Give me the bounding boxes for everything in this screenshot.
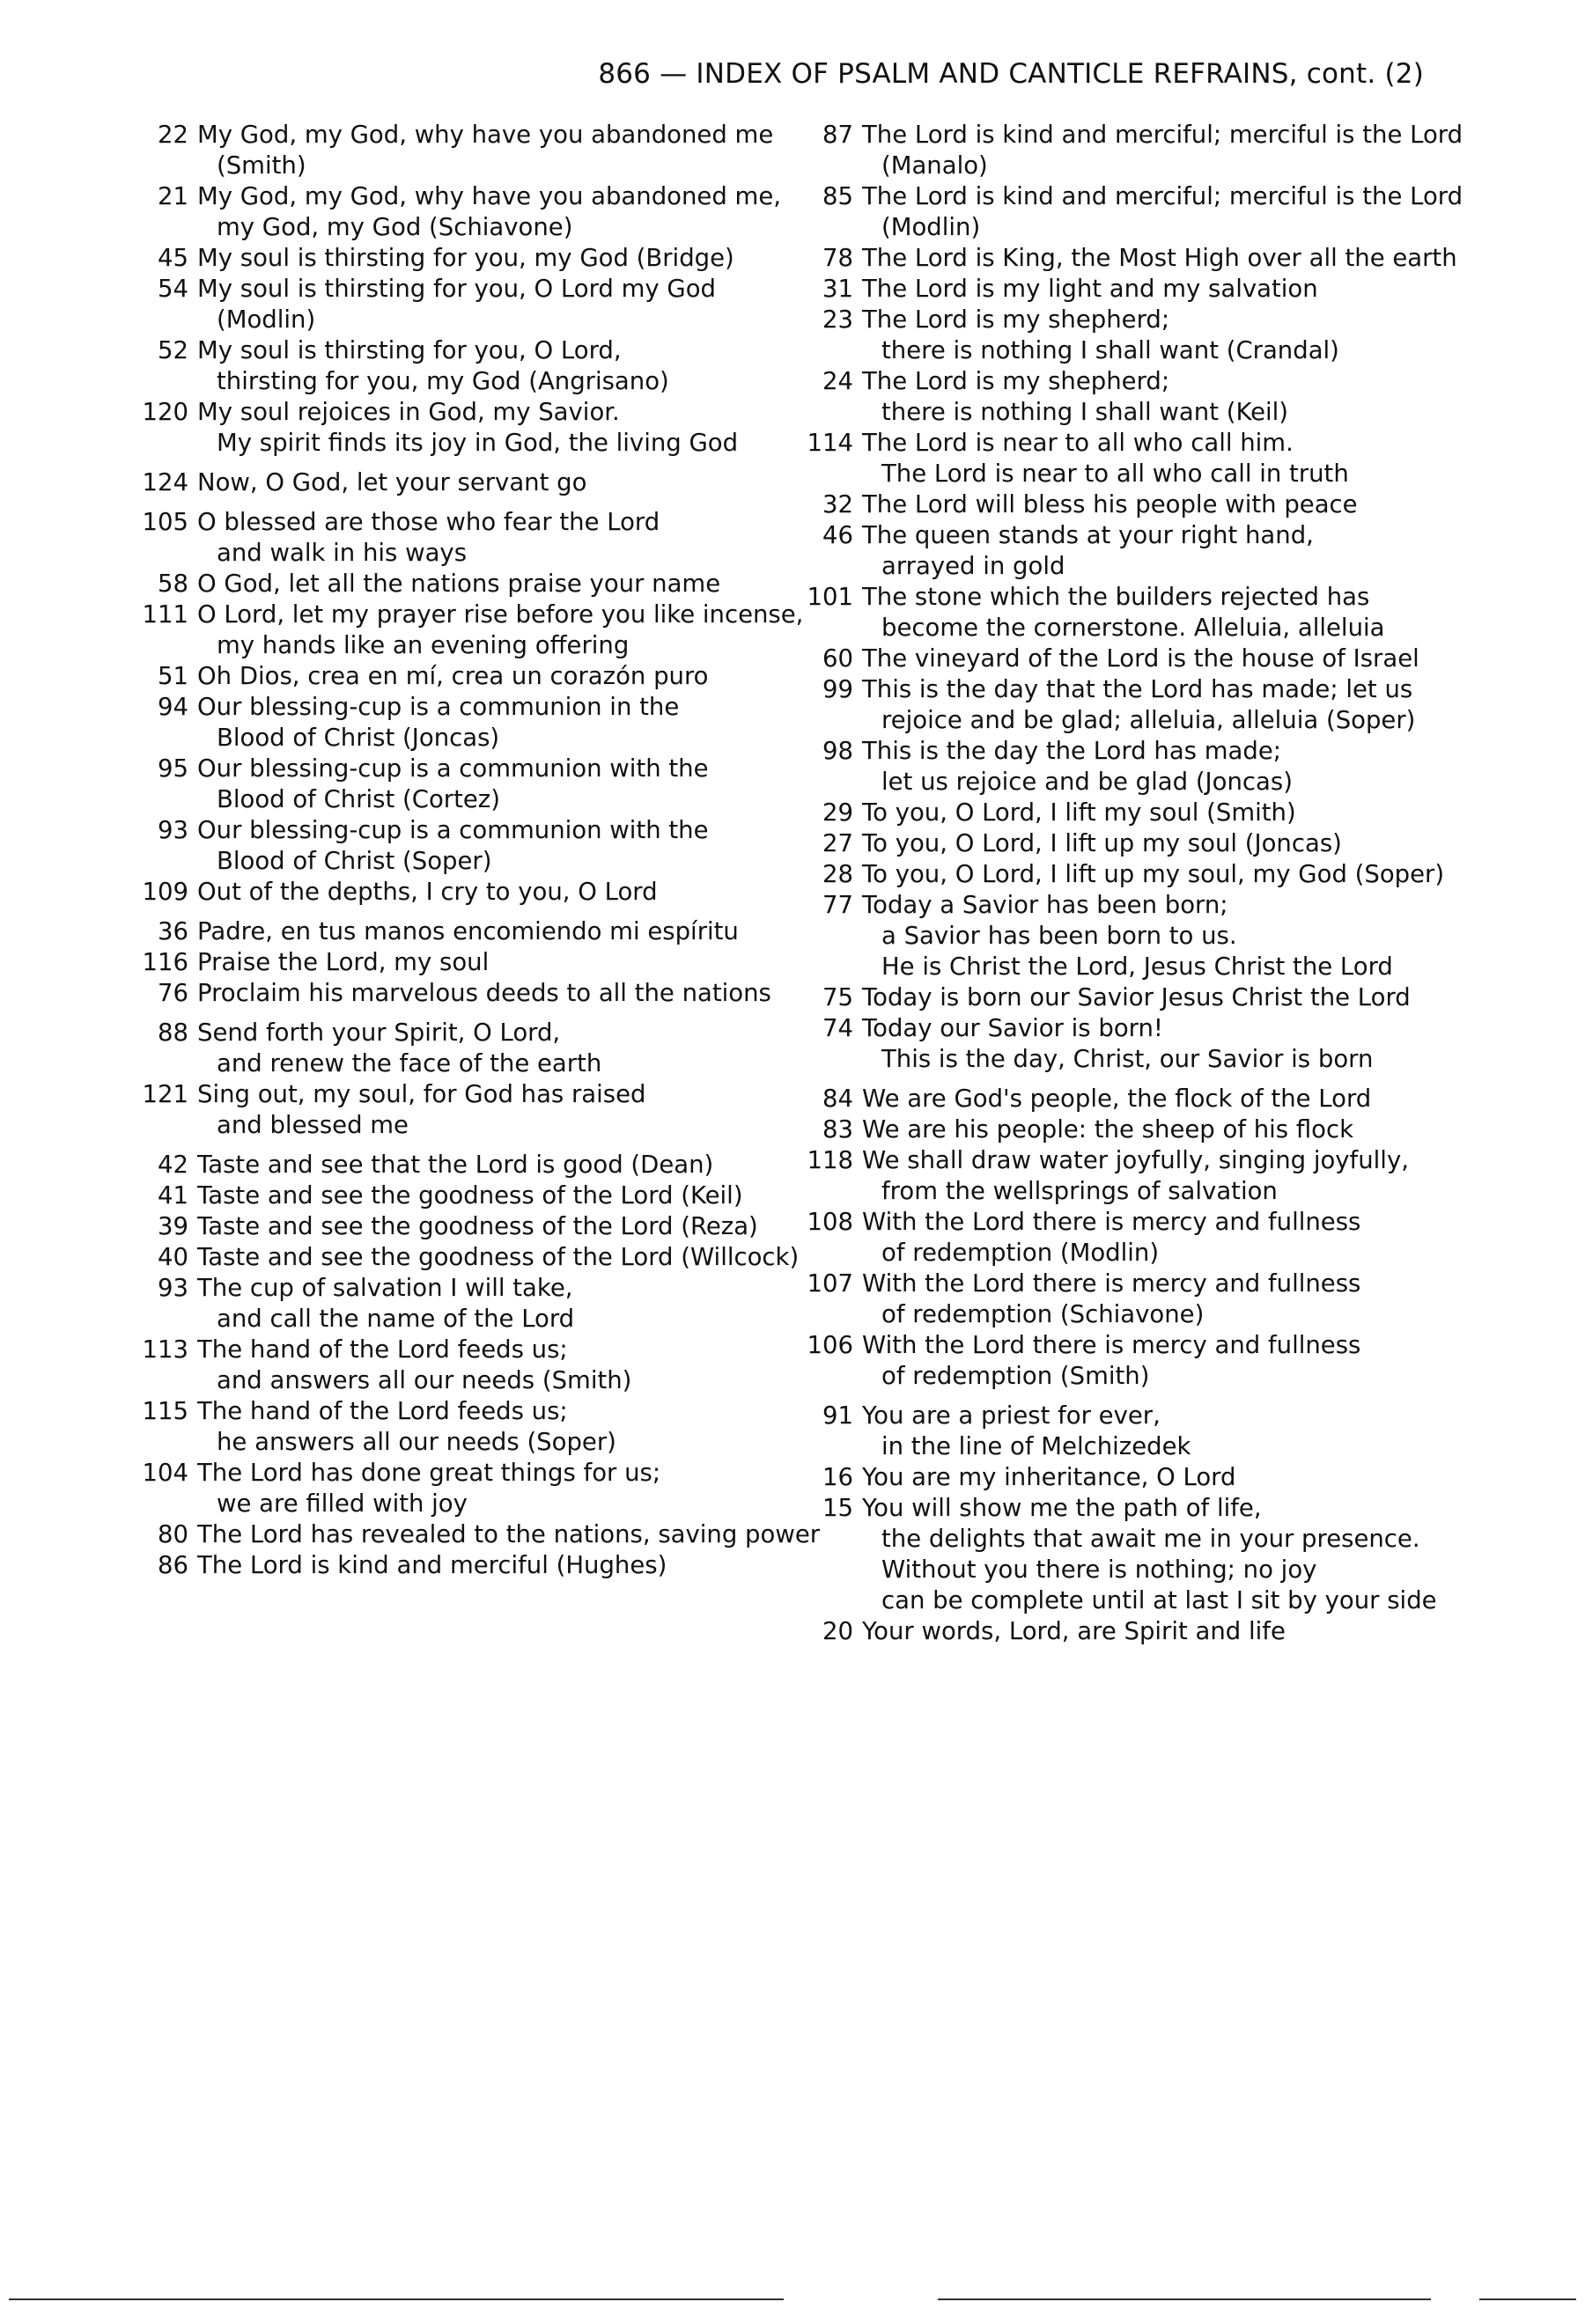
refrain-line: O God, let all the nations praise your name: [197, 570, 721, 598]
refrain-number: 54: [158, 275, 188, 303]
refrain-line: Taste and see the goodness of the Lord (Reza): [197, 1212, 758, 1240]
refrain-text: [197, 815, 775, 877]
refrain-line: my God, my God (Schiavone): [217, 213, 573, 241]
refrain-number: 27: [822, 829, 853, 857]
refrain-number: 42: [158, 1151, 188, 1179]
refrain-number: 29: [822, 798, 853, 827]
refrain-number: 106: [807, 1331, 853, 1359]
refrain-number: 116: [142, 948, 188, 976]
refrain-entry: [132, 1150, 775, 1180]
refrain-number: 108: [807, 1208, 853, 1236]
refrain-entry: [132, 120, 775, 181]
refrain-number: 60: [822, 644, 853, 673]
refrain-number: 85: [822, 182, 853, 210]
refrain-entry: [132, 947, 775, 978]
refrain-entry: [797, 644, 1440, 674]
refrain-line: You will show me the path of life,: [862, 1494, 1262, 1522]
refrain-line: of redemption (Smith): [881, 1362, 1150, 1390]
refrain-number: 101: [807, 583, 853, 611]
refrain-entry: [132, 274, 775, 335]
refrain-text: [197, 661, 775, 692]
refrain-line: Padre, en tus manos encomiendo mi espíritu: [197, 917, 739, 945]
refrain-text: [862, 1114, 1440, 1145]
refrain-text: [862, 1401, 1440, 1462]
refrain-number: 98: [822, 737, 853, 765]
refrain-text: [862, 674, 1440, 736]
refrain-text: [197, 754, 775, 815]
refrain-line: Blood of Christ (Soper): [217, 847, 492, 875]
refrain-number: 111: [142, 600, 188, 629]
refrain-text: [862, 1084, 1440, 1114]
refrain-line: This is the day that the Lord has made; let us: [862, 675, 1413, 703]
refrain-text: [197, 507, 775, 569]
refrain-entry: [797, 120, 1463, 181]
refrain-line: Your words, Lord, are Spirit and life: [862, 1617, 1286, 1645]
refrain-number: 99: [822, 675, 853, 703]
refrain-line: Oh Dios, crea en mí, crea un corazón puro: [197, 662, 709, 690]
refrain-text: [197, 274, 775, 335]
refrain-text: [197, 335, 775, 397]
refrain-text: [197, 1018, 775, 1079]
refrain-text: [862, 644, 1440, 674]
refrain-entry: [132, 507, 775, 569]
refrain-number: 114: [807, 429, 853, 457]
refrain-line: become the cornerstone. Alleluia, alleluia: [881, 614, 1385, 642]
refrain-number: 115: [142, 1397, 188, 1425]
refrain-text: [862, 489, 1440, 520]
refrain-number: 104: [142, 1459, 188, 1487]
refrain-line: The Lord is my shepherd;: [862, 367, 1170, 395]
refrain-entry: [797, 305, 1440, 366]
refrain-text: [197, 243, 775, 274]
refrain-line: (Manalo): [881, 151, 988, 180]
refrain-line: The hand of the Lord feeds us;: [197, 1335, 568, 1364]
refrain-line: The stone which the builders rejected has: [862, 583, 1370, 611]
refrain-entry: [132, 978, 775, 1009]
refrain-line: Proclaim his marvelous deeds to all the nations: [197, 979, 771, 1007]
refrain-number: 124: [142, 468, 188, 496]
refrain-line: My soul is thirsting for you, my God (Bridge): [197, 244, 734, 272]
refrain-number: 39: [158, 1212, 188, 1240]
refrain-line: Blood of Christ (Cortez): [217, 785, 500, 813]
refrain-line: My soul is thirsting for you, O Lord,: [197, 336, 622, 364]
refrain-line: there is nothing I shall want (Keil): [881, 398, 1289, 426]
refrain-line: thirsting for you, my God (Angrisano): [217, 367, 669, 395]
refrain-line: Now, O God, let your servant go: [197, 468, 587, 496]
refrain-entry: [797, 1401, 1440, 1462]
refrain-entry: [797, 828, 1440, 859]
refrain-column-right: [797, 120, 1463, 1647]
refrain-number: 120: [142, 398, 188, 426]
page-header: 866 — INDEX OF PSALM AND CANTICLE REFRAINS, cont. (2): [598, 58, 1424, 90]
refrain-number: 91: [822, 1401, 853, 1430]
refrain-line: The Lord has revealed to the nations, saving power: [197, 1520, 821, 1548]
refrain-number: 52: [158, 336, 188, 364]
refrain-entry: [132, 1458, 775, 1519]
refrain-text: [862, 274, 1440, 305]
refrain-line: O Lord, let my prayer rise before you like incense,: [197, 600, 804, 629]
refrain-number: 77: [822, 891, 853, 919]
refrain-entry: [797, 1207, 1440, 1269]
refrain-line: rejoice and be glad; alleluia, alleluia (Soper): [881, 706, 1416, 734]
refrain-line: You are a priest for ever,: [862, 1401, 1161, 1430]
refrain-entry: [132, 692, 775, 754]
refrain-entry: [797, 428, 1440, 489]
refrain-line: my hands like an evening offering: [217, 631, 630, 659]
refrain-entry: [797, 520, 1440, 582]
refrain-entry: [132, 243, 775, 274]
refrain-number: 41: [158, 1181, 188, 1210]
refrain-text: [197, 1242, 799, 1273]
refrain-text: [197, 1396, 775, 1458]
refrain-text: [197, 569, 775, 599]
refrain-entry: [797, 1084, 1440, 1114]
refrain-line: Our blessing-cup is a communion with the: [197, 754, 709, 783]
refrain-text: [197, 1211, 775, 1242]
refrain-line: My soul is thirsting for you, O Lord my God: [197, 275, 716, 303]
refrain-line: can be complete until at last I sit by your side: [881, 1586, 1437, 1614]
refrain-line: We are his people: the sheep of his flock: [862, 1115, 1354, 1144]
refrain-line: (Modlin): [881, 213, 981, 241]
refrain-line: This is the day the Lord has made;: [862, 737, 1282, 765]
refrain-text: [197, 1273, 775, 1335]
refrain-line: Praise the Lord, my soul: [197, 948, 490, 976]
refrain-line: Taste and see the goodness of the Lord (Keil): [197, 1181, 743, 1210]
refrain-line: Sing out, my soul, for God has raised: [197, 1080, 646, 1108]
refrain-entry: [797, 243, 1457, 274]
refrain-text: [862, 1493, 1440, 1616]
refrain-number: 51: [158, 662, 188, 690]
refrain-number: 22: [158, 121, 188, 149]
refrain-line: The Lord is near to all who call in truth: [881, 460, 1349, 488]
refrain-entry: [132, 1211, 775, 1242]
refrain-line: Today is born our Savior Jesus Christ the Lord: [862, 983, 1411, 1011]
refrain-entry: [132, 815, 775, 877]
refrain-text: [862, 120, 1463, 181]
refrain-line: Blood of Christ (Joncas): [217, 724, 500, 752]
refrain-number: 78: [822, 244, 853, 272]
refrain-entry: [797, 1013, 1440, 1075]
refrain-line: To you, O Lord, I lift up my soul, my God (Soper): [862, 860, 1445, 888]
refrain-entry: [797, 274, 1440, 305]
refrain-text: [862, 1616, 1440, 1647]
refrain-line: Our blessing-cup is a communion with the: [197, 816, 709, 844]
refrain-entry: [797, 1493, 1440, 1616]
refrain-line: The Lord is near to all who call him.: [862, 429, 1294, 457]
refrain-entry: [132, 1550, 775, 1581]
refrain-text: [862, 1462, 1440, 1493]
refrain-line: The Lord is King, the Most High over all the earth: [862, 244, 1457, 272]
refrain-text: [197, 1079, 775, 1141]
refrain-entry: [132, 397, 775, 459]
refrain-line: The hand of the Lord feeds us;: [197, 1397, 568, 1425]
refrain-line: and walk in his ways: [217, 539, 468, 567]
refrain-number: 24: [822, 367, 853, 395]
refrain-text: [862, 181, 1463, 243]
refrain-entry: [132, 335, 775, 397]
refrain-entry: [797, 1145, 1440, 1207]
refrain-entry: [797, 1269, 1440, 1330]
refrain-line: (Smith): [217, 151, 306, 180]
refrain-number: 84: [822, 1085, 853, 1113]
refrain-entry: [797, 890, 1440, 982]
refrain-number: 87: [822, 121, 853, 149]
footer-rule-left: [9, 2298, 784, 2300]
refrain-line: and blessed me: [217, 1111, 409, 1139]
refrain-entry: [797, 582, 1440, 644]
refrain-line: Today a Savior has been born;: [862, 891, 1228, 919]
refrain-line: With the Lord there is mercy and fullness: [862, 1269, 1361, 1298]
refrain-number: 113: [142, 1335, 188, 1364]
refrain-entry: [132, 181, 781, 243]
refrain-line: The cup of salvation I will take,: [197, 1274, 573, 1302]
refrain-line: in the line of Melchizedek: [881, 1432, 1191, 1460]
refrain-number: 36: [158, 917, 188, 945]
refrain-line: My spirit finds its joy in God, the living God: [217, 429, 739, 457]
refrain-number: 121: [142, 1080, 188, 1108]
refrain-line: The Lord is my light and my salvation: [862, 275, 1318, 303]
refrain-entry: [797, 982, 1440, 1013]
refrain-number: 107: [807, 1269, 853, 1298]
refrain-number: 20: [822, 1617, 853, 1645]
refrain-number: 46: [822, 521, 853, 549]
refrain-number: 21: [158, 182, 188, 210]
refrain-number: 31: [822, 275, 853, 303]
refrain-number: 95: [158, 754, 188, 783]
refrain-text: [197, 1180, 775, 1211]
refrain-number: 88: [158, 1019, 188, 1047]
refrain-text: [862, 1269, 1440, 1330]
refrain-text: [862, 366, 1440, 428]
refrain-line: he answers all our needs (Soper): [217, 1428, 616, 1456]
refrain-line: and answers all our needs (Smith): [217, 1366, 632, 1394]
refrain-text: [197, 120, 775, 181]
refrain-entry: [132, 1242, 800, 1273]
refrain-text: [862, 305, 1440, 366]
refrain-text: [862, 1145, 1440, 1207]
refrain-line: and call the name of the Lord: [217, 1305, 575, 1333]
refrain-text: [197, 1519, 820, 1550]
refrain-line: the delights that await me in your presence.: [881, 1525, 1420, 1553]
refrain-entry: [797, 181, 1463, 243]
refrain-entry: [797, 489, 1440, 520]
refrain-column-left: [132, 120, 821, 1581]
refrain-line: My God, my God, why have you abandoned me: [197, 121, 774, 149]
footer-rule-edge: [1479, 2298, 1576, 2300]
refrain-line: My soul rejoices in God, my Savior.: [197, 398, 620, 426]
refrain-text: [197, 692, 775, 754]
refrain-text: [197, 1150, 775, 1180]
refrain-line: Out of the depths, I cry to you, O Lord: [197, 878, 658, 906]
refrain-line: of redemption (Modlin): [881, 1239, 1160, 1267]
refrain-number: 105: [142, 508, 188, 536]
refrain-text: [197, 1458, 775, 1519]
refrain-entry: [797, 1330, 1440, 1392]
refrain-line: Send forth your Spirit, O Lord,: [197, 1019, 561, 1047]
refrain-line: Taste and see the goodness of the Lord (Willcock): [197, 1243, 800, 1271]
refrain-text: [862, 243, 1457, 274]
refrain-entry: [797, 736, 1440, 798]
refrain-entry: [132, 916, 775, 947]
refrain-number: 45: [158, 244, 188, 272]
refrain-entry: [132, 754, 775, 815]
refrain-line: We are God's people, the flock of the Lord: [862, 1085, 1372, 1113]
refrain-text: [862, 859, 1444, 890]
refrain-entry: [132, 1180, 775, 1211]
refrain-line: from the wellsprings of salvation: [881, 1177, 1278, 1205]
refrain-number: 93: [158, 816, 188, 844]
refrain-entry: [132, 661, 775, 692]
refrain-number: 58: [158, 570, 188, 598]
refrain-text: [862, 736, 1440, 798]
refrain-line: This is the day, Christ, our Savior is born: [881, 1045, 1374, 1073]
refrain-line: The Lord is kind and merciful; merciful is the Lord: [862, 121, 1463, 149]
refrain-entry: [132, 877, 775, 908]
refrain-text: [197, 397, 775, 459]
refrain-entry: [132, 1396, 775, 1458]
refrain-text: [197, 916, 775, 947]
refrain-entry: [132, 1519, 821, 1550]
refrain-line: arrayed in gold: [881, 552, 1065, 580]
refrain-line: Taste and see that the Lord is good (Dean): [197, 1151, 714, 1179]
refrain-line: To you, O Lord, I lift my soul (Smith): [862, 798, 1296, 827]
refrain-text: [197, 1550, 775, 1581]
refrain-entry: [797, 674, 1440, 736]
refrain-entry: [797, 366, 1440, 428]
refrain-number: 80: [158, 1520, 188, 1548]
refrain-entry: [797, 859, 1445, 890]
refrain-text: [862, 520, 1440, 582]
refrain-line: My God, my God, why have you abandoned me,: [197, 182, 781, 210]
refrain-text: [862, 1207, 1440, 1269]
refrain-number: 93: [158, 1274, 188, 1302]
refrain-line: O blessed are those who fear the Lord: [197, 508, 660, 536]
refrain-entry: [797, 798, 1440, 828]
refrain-number: 32: [822, 490, 853, 518]
refrain-number: 16: [822, 1463, 853, 1491]
refrain-line: a Savior has been born to us.: [881, 922, 1237, 950]
refrain-entry: [132, 1273, 775, 1335]
refrain-entry: [132, 599, 804, 661]
refrain-text: [862, 798, 1440, 828]
refrain-entry: [797, 1114, 1440, 1145]
refrain-entry: [797, 1462, 1440, 1493]
refrain-line: You are my inheritance, O Lord: [862, 1463, 1236, 1491]
refrain-line: With the Lord there is mercy and fullness: [862, 1331, 1361, 1359]
refrain-entry: [132, 467, 775, 498]
refrain-entry: [797, 1616, 1440, 1647]
refrain-line: The Lord has done great things for us;: [197, 1459, 661, 1487]
refrain-line: The vineyard of the Lord is the house of Israel: [862, 644, 1419, 673]
refrain-line: The Lord is kind and merciful (Hughes): [197, 1551, 667, 1579]
refrain-entry: [132, 1018, 775, 1079]
refrain-number: 109: [142, 878, 188, 906]
refrain-line: (Modlin): [217, 305, 316, 334]
refrain-number: 28: [822, 860, 853, 888]
refrain-line: Today our Savior is born!: [862, 1014, 1163, 1042]
refrain-line: and renew the face of the earth: [217, 1049, 602, 1077]
refrain-text: [197, 947, 775, 978]
refrain-line: of redemption (Schiavone): [881, 1300, 1205, 1328]
refrain-line: To you, O Lord, I lift up my soul (Joncas): [862, 829, 1342, 857]
refrain-line: Without you there is nothing; no joy: [881, 1555, 1317, 1584]
refrain-text: [197, 467, 775, 498]
refrain-text: [197, 877, 775, 908]
refrain-line: The Lord is kind and merciful; merciful is the Lord: [862, 182, 1463, 210]
refrain-text: [862, 1330, 1440, 1392]
refrain-line: He is Christ the Lord, Jesus Christ the Lord: [881, 952, 1393, 981]
refrain-line: The Lord will bless his people with peace: [862, 490, 1358, 518]
refrain-entry: [132, 1079, 775, 1141]
refrain-text: [862, 828, 1440, 859]
refrain-text: [197, 181, 781, 243]
refrain-text: [197, 978, 775, 1009]
refrain-line: there is nothing I shall want (Crandal): [881, 336, 1339, 364]
refrain-number: 118: [807, 1146, 853, 1174]
refrain-text: [862, 428, 1440, 489]
refrain-text: [862, 1013, 1440, 1075]
refrain-number: 15: [822, 1494, 853, 1522]
footer-rule-right: [938, 2298, 1431, 2300]
refrain-line: With the Lord there is mercy and fullness: [862, 1208, 1361, 1236]
refrain-number: 74: [822, 1014, 853, 1042]
refrain-text: [862, 582, 1440, 644]
refrain-entry: [132, 1335, 775, 1396]
refrain-line: The Lord is my shepherd;: [862, 305, 1170, 334]
refrain-entry: [132, 569, 775, 599]
refrain-text: [862, 890, 1440, 982]
refrain-number: 83: [822, 1115, 853, 1144]
refrain-number: 86: [158, 1551, 188, 1579]
refrain-text: [862, 982, 1440, 1013]
refrain-text: [197, 599, 803, 661]
refrain-number: 76: [158, 979, 188, 1007]
refrain-number: 75: [822, 983, 853, 1011]
refrain-line: we are filled with joy: [217, 1489, 468, 1518]
refrain-number: 94: [158, 693, 188, 721]
refrain-line: The queen stands at your right hand,: [862, 521, 1314, 549]
refrain-line: Our blessing-cup is a communion in the: [197, 693, 680, 721]
refrain-line: let us rejoice and be glad (Joncas): [881, 768, 1293, 796]
refrain-number: 40: [158, 1243, 188, 1271]
refrain-number: 23: [822, 305, 853, 334]
refrain-text: [197, 1335, 775, 1396]
refrain-line: We shall draw water joyfully, singing joyfully,: [862, 1146, 1409, 1174]
